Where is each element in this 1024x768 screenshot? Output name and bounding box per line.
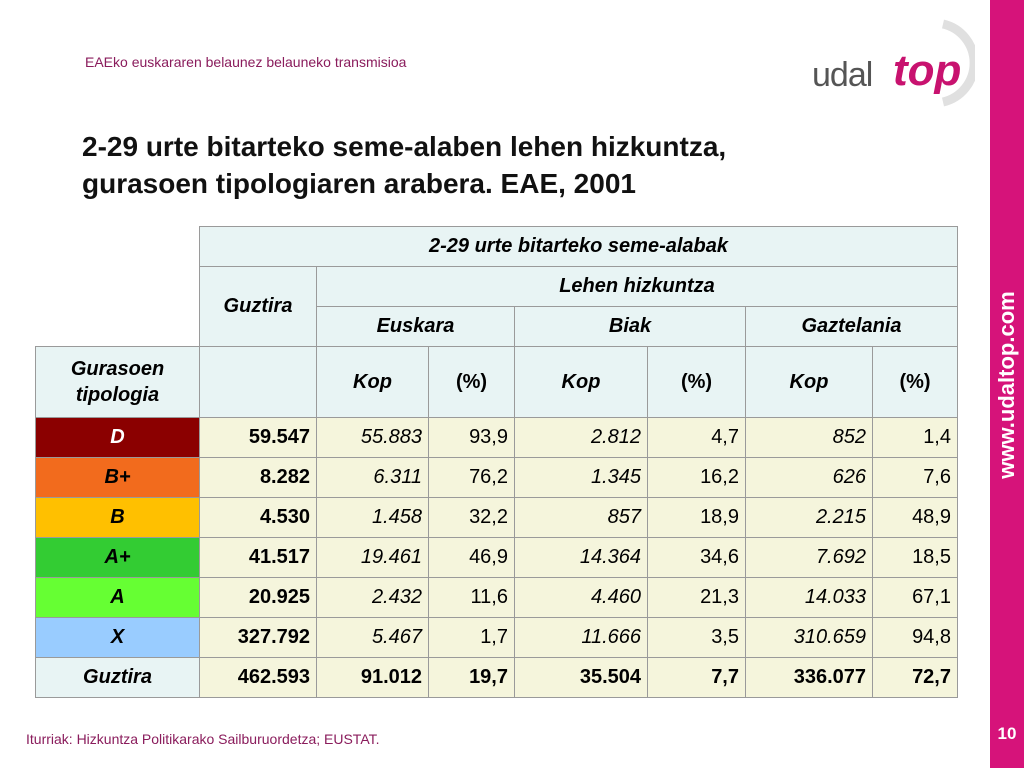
row-gaz-pct: 67,1 [873,578,958,618]
total-row-bia-pct: 7,7 [648,658,746,698]
row-total: 20.925 [200,578,317,618]
table-row [36,458,958,498]
row-gaz-kop: 310.659 [746,618,873,658]
lang-header-gaztelania: Gaztelania [746,307,958,347]
total-row-gaz-pct: 72,7 [873,658,958,698]
row-bia-pct: 18,9 [648,498,746,538]
source-note: Iturriak: Hizkuntza Politikarako Sailburuordetza; EUSTAT. [26,731,380,747]
row-total: 4.530 [200,498,317,538]
page-title [82,128,942,202]
page-number: 10 [997,724,1017,743]
row-bia-kop: 4.460 [515,578,648,618]
row-bia-pct: 21,3 [648,578,746,618]
col-header-pct: (%) [648,347,746,418]
row-eus-pct: 76,2 [429,458,515,498]
row-eus-kop: 2.432 [317,578,429,618]
page-title-line-1: 2-29 urte bitarteko seme-alaben lehen hizkuntza, [82,131,727,162]
total-row-label: Guztira [36,658,200,698]
total-header: Guztira [200,267,317,347]
row-gaz-pct: 94,8 [873,618,958,658]
row-gaz-pct: 7,6 [873,458,958,498]
empty-corner [36,307,200,347]
udaltop-logo [808,18,978,118]
blank-header-cell [200,347,317,418]
group-header: 2-29 urte bitarteko seme-alabak [200,227,958,267]
row-total: 8.282 [200,458,317,498]
slide-subtitle: EAEko euskararen belaunez belauneko transmisioa [85,54,407,70]
row-eus-pct: 32,2 [429,498,515,538]
table-row [36,618,958,658]
total-row-gaz-kop: 336.077 [746,658,873,698]
total-row-eus-kop: 91.012 [317,658,429,698]
col-header-kop: Kop [746,347,873,418]
row-bia-kop: 857 [515,498,648,538]
table-row [36,498,958,538]
row-bia-kop: 14.364 [515,538,648,578]
lang-header-biak: Biak [515,307,746,347]
total-row-bia-kop: 35.504 [515,658,648,698]
row-eus-kop: 6.311 [317,458,429,498]
row-eus-pct: 1,7 [429,618,515,658]
row-bia-kop: 11.666 [515,618,648,658]
row-eus-kop: 19.461 [317,538,429,578]
row-gaz-kop: 14.033 [746,578,873,618]
table-row [36,578,958,618]
page-title-line-2: gurasoen tipologiaren arabera. EAE, 2001 [82,168,636,199]
row-bia-pct: 3,5 [648,618,746,658]
row-eus-kop: 1.458 [317,498,429,538]
row-gaz-kop: 626 [746,458,873,498]
empty-corner [36,267,200,307]
lang-header-euskara: Euskara [317,307,515,347]
col-header-kop: Kop [515,347,648,418]
table-row [36,538,958,578]
logo-text-udal: udal [812,56,873,94]
row-bia-pct: 4,7 [648,418,746,458]
row-total: 327.792 [200,618,317,658]
row-gaz-pct: 1,4 [873,418,958,458]
empty-corner [36,227,200,267]
row-eus-kop: 5.467 [317,618,429,658]
row-bia-pct: 34,6 [648,538,746,578]
total-row-eus-pct: 19,7 [429,658,515,698]
data-table [35,226,958,698]
total-row [36,658,958,698]
row-total: 41.517 [200,538,317,578]
row-bia-kop: 2.812 [515,418,648,458]
row-eus-pct: 11,6 [429,578,515,618]
row-gaz-kop: 852 [746,418,873,458]
first-language-header: Lehen hizkuntza [317,267,958,307]
row-gaz-kop: 2.215 [746,498,873,538]
total-row-total: 462.593 [200,658,317,698]
row-eus-kop: 55.883 [317,418,429,458]
logo-text-top: top [893,46,962,95]
row-gaz-pct: 48,9 [873,498,958,538]
row-eus-pct: 46,9 [429,538,515,578]
col-header-pct: (%) [873,347,958,418]
site-url[interactable]: www.udaltop.com [994,291,1019,479]
col-header-pct: (%) [429,347,515,418]
row-label: B+ [36,458,200,498]
row-header: Gurasoen tipologia [36,347,200,418]
row-eus-pct: 93,9 [429,418,515,458]
row-label: A [36,578,200,618]
row-label: X [36,618,200,658]
row-label: B [36,498,200,538]
col-header-kop: Kop [317,347,429,418]
row-gaz-pct: 18,5 [873,538,958,578]
row-gaz-kop: 7.692 [746,538,873,578]
row-total: 59.547 [200,418,317,458]
row-label: D [36,418,200,458]
row-bia-kop: 1.345 [515,458,648,498]
row-bia-pct: 16,2 [648,458,746,498]
table-row [36,418,958,458]
row-label: A+ [36,538,200,578]
